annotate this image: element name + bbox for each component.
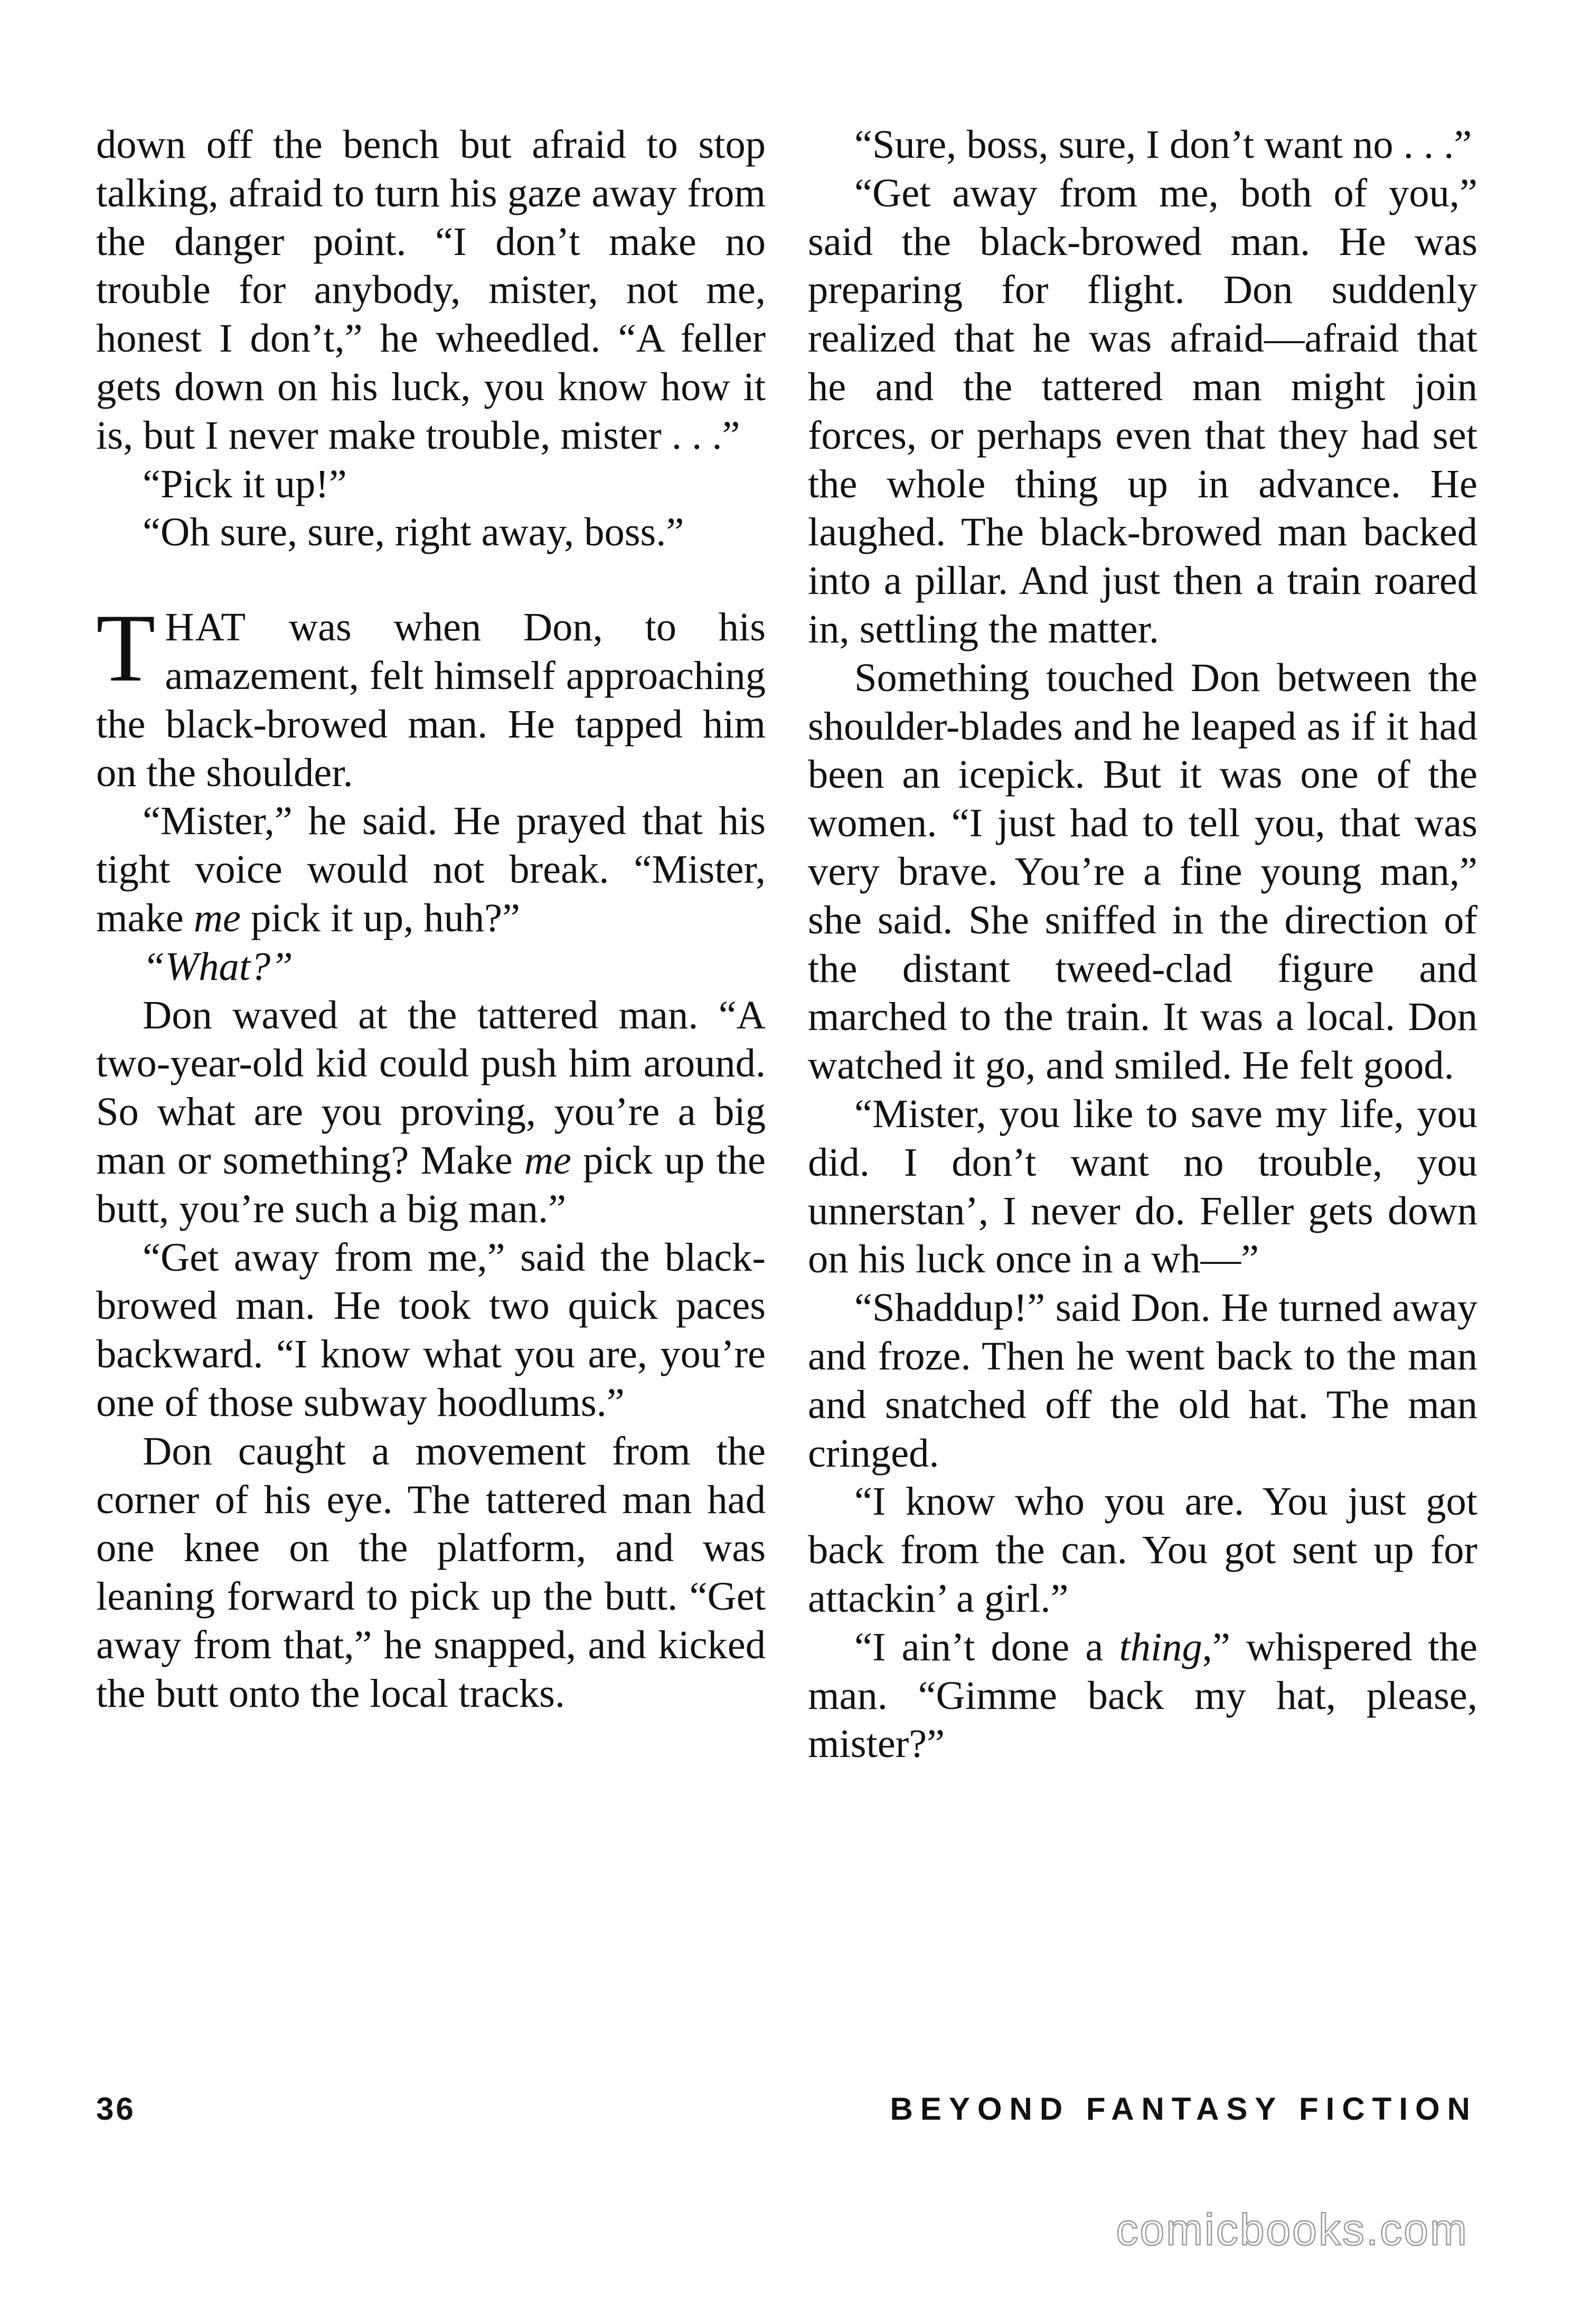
paragraph: “Sure, boss, sure, I don’t want no . . .”	[854, 122, 1472, 167]
left-text-column	[96, 120, 766, 1718]
emphasis: thing	[1119, 1624, 1202, 1669]
emphasis: “What?”	[143, 943, 293, 989]
paragraph: “Mister, you like to save my life, you did. I don’t want no trouble, you unnerstan’, I never do. Feller gets down on his luck once in a wh—”	[808, 1091, 1477, 1282]
paragraph: “Pick it up!”	[143, 461, 347, 506]
paragraph-text: was when Don, to his amazement, felt himself approaching the black-browed man. He tapped him on the shoulder.	[96, 604, 766, 795]
small-caps-lead: HAT	[165, 604, 247, 650]
paragraph: “I know who you are. You just got back from the can. You got sent up for attackin’ a girl.”	[808, 1479, 1477, 1621]
paragraph-text: pick up the butt, you’re such a big man.”	[96, 1137, 766, 1231]
page-footer	[96, 2091, 1477, 2138]
paragraph: “Get away from me, both of you,” said the black-browed man. He was preparing for flight. Don suddenly realized that he was afraid—afraid that he and the tattered man might join forces, or perhaps even that they had set the whole thing up in advance. He laughed. The black-browed man backed into a pillar. And just then a train roared in, settling the matter.	[808, 170, 1477, 651]
paragraph: “Shaddup!” said Don. He turned away and froze. Then he went back to the man and snatched off the old hat. The man cringed.	[808, 1285, 1477, 1476]
emphasis: me	[524, 1137, 571, 1183]
paragraph: “Oh sure, sure, right away, boss.”	[143, 509, 684, 555]
page-number: 36	[96, 2091, 136, 2127]
paragraph	[96, 797, 766, 942]
paragraph: “Get away from me,” said the black-browed man. He took two quick paces backward. “I know what you are, you’re one of those subway hoodlums.”	[96, 1234, 766, 1425]
paragraph-text: Don waved at the tattered man. “A two-year-old kid could push him around. So what are you proving, you’re a big man or something? Make	[96, 992, 766, 1183]
paragraph-text: pick it up, huh?”	[241, 895, 521, 940]
paragraph: down off the bench but afraid to stop talking, afraid to turn his gaze away from the danger point. “I don’t make no trouble for anybody, mister, not me, honest I don’t,” he wheedled. “A feller gets down on his luck, you know how it is, but I never make trouble, mister . . .”	[96, 122, 766, 458]
paragraph-text: “I ain’t done a	[854, 1624, 1119, 1669]
paragraph: Don caught a movement from the corner of his eye. The tattered man had one knee on the platform, and was leaning forward to pick up the butt. “Get away from that,” he snapped, and kicked the butt onto the local tracks.	[96, 1428, 766, 1716]
section-opening-paragraph	[96, 594, 766, 797]
paragraph: Something touched Don between the shoulder-blades and he leaped as if it had been an icepick. But it was one of the women. “I just had to tell you, that was very brave. You’re a fine young man,” she said. She sniffed in the direction of the distant tweed-clad figure and marched to the train. It was a local. Don watched it go, and smiled. He felt good.	[808, 655, 1477, 1088]
paragraph	[808, 1623, 1477, 1768]
emphasis: me	[193, 895, 241, 940]
paragraph	[96, 991, 766, 1233]
paragraph-text: ,” whispered the man. “Gimme back my hat, please, mister?”	[808, 1624, 1477, 1766]
paragraph	[96, 942, 766, 991]
drop-cap: T	[96, 594, 156, 702]
watermark: comicbooks.com	[1116, 2205, 1468, 2254]
running-title: BEYOND FANTASY FICTION	[890, 2091, 1477, 2127]
right-text-column	[808, 120, 1477, 1768]
paragraph-text: “Mister,” he said. He prayed that his tight voice would not break. “Mister, make	[96, 798, 766, 940]
